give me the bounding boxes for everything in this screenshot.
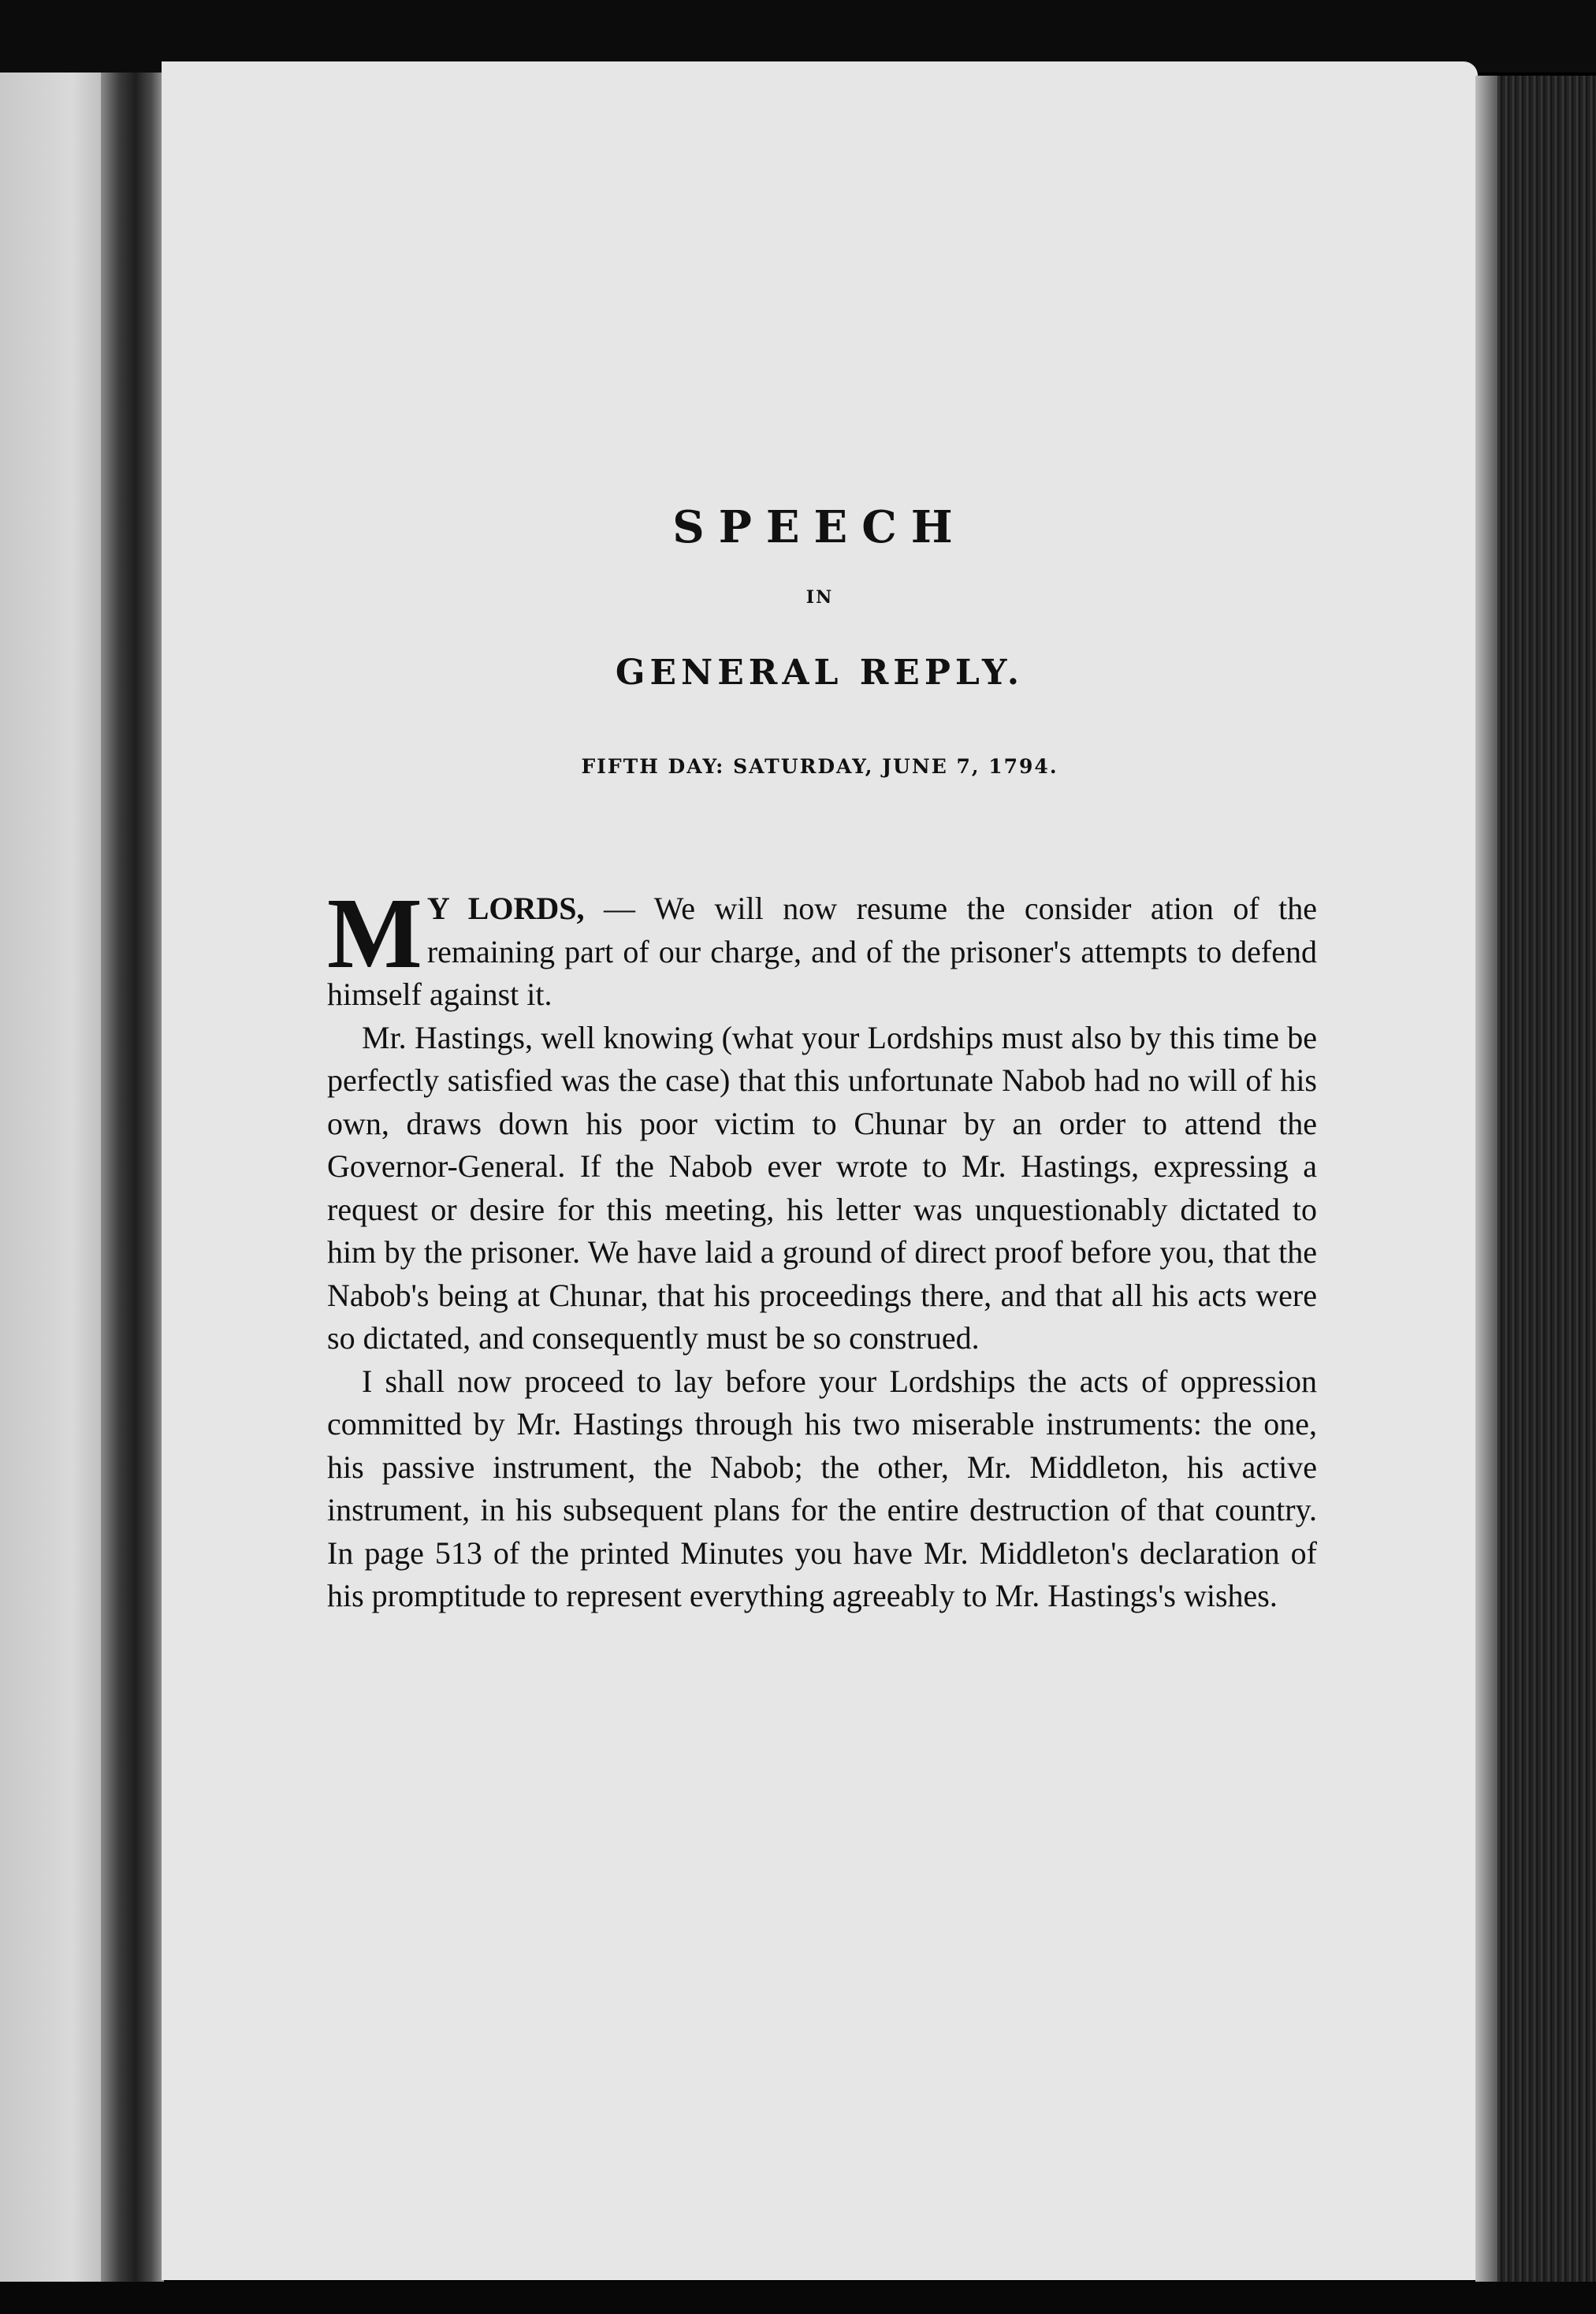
opening-caps: Y LORDS, (426, 891, 585, 926)
page-stack-highlight (1475, 76, 1497, 2282)
dateline: FIFTH DAY: SATURDAY, JUNE 7, 1794. (581, 755, 1058, 778)
paragraph-1-text: — We will now resume the consider ation of the remaining part of our charge, and of the prisoner's attempts to defend himself against it. (327, 891, 1318, 1012)
book-gutter (101, 73, 164, 2282)
drop-cap: M (327, 877, 422, 989)
body-text (327, 877, 1318, 1618)
title-connector: IN (805, 587, 834, 608)
page-subtitle: GENERAL REPLY. (615, 653, 1025, 693)
page-content (162, 61, 1478, 2280)
paragraph-2: Mr. Hastings, well knowing (what your Lordships must also by this time be perfectly satisfied was the case) that this unfortunate Nabob had no will of his own, draws down his poor victim to Chunar by an order to attend the Governor-General. If the Nabob ever wrote to Mr. Hastings, expressing a request or desire for this meeting, his letter was unquestionably dictated to him by the prisoner. We have laid a ground of direct proof before you, that the Nabob's being at Chunar, that his proceedings there, and that all his acts were so dictated, and consequently must be so construed. (327, 1019, 1317, 1356)
scan-bottom-border (0, 2282, 1596, 2314)
page-title: SPEECH (672, 501, 967, 553)
paragraph-1 (327, 877, 1318, 1017)
facing-page-edge (0, 73, 104, 2282)
paragraph-3: I shall now proceed to lay before your Lordships the acts of oppression committed by Mr. Hastings through his two miserable instruments: the one, his passive instrument, the Nabob; the other, Mr. Middleton, his active instrument, in his subsequent plans for the entire destruction of that country. In page 513 of the printed Minutes you have Mr. Middleton's declaration of his promptitude to represent everything agreeably to Mr. Hastings's wishes. (327, 1363, 1317, 1613)
